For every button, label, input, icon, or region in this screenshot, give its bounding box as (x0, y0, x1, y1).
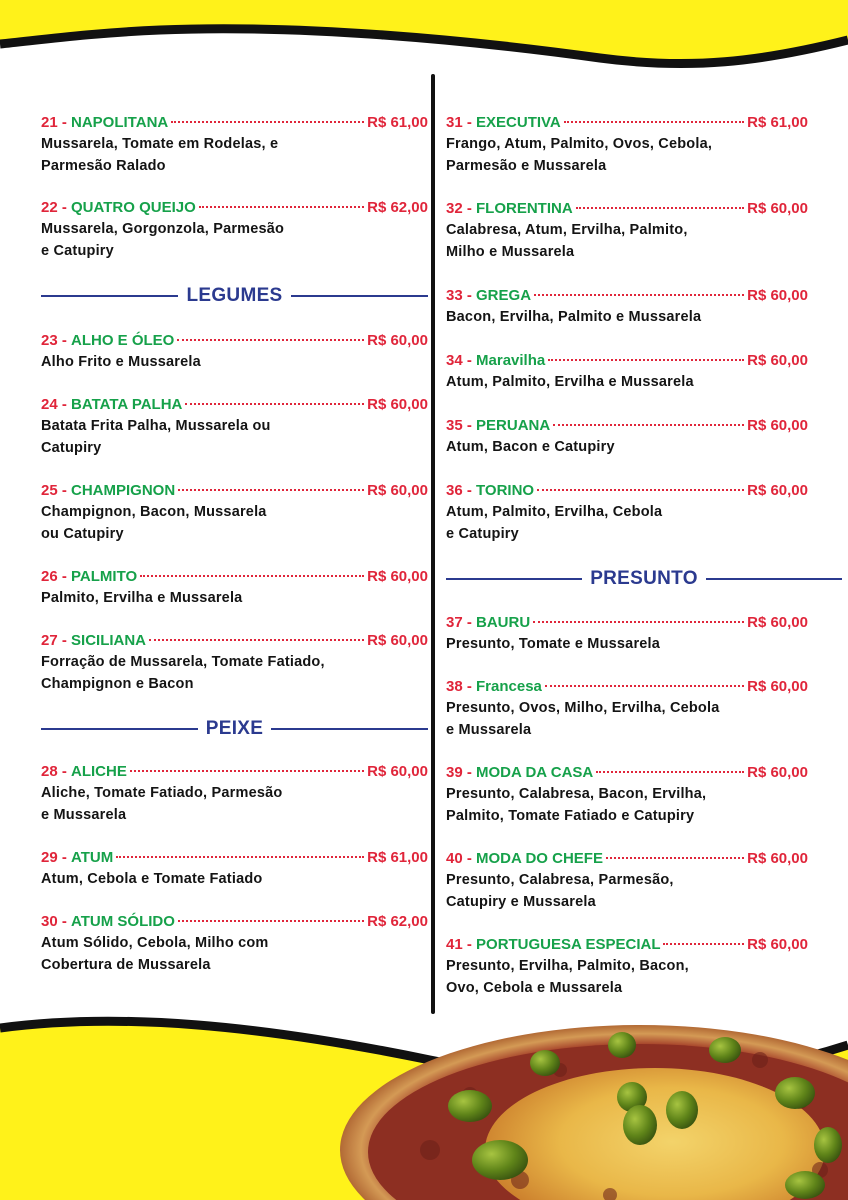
item-name: BATATA PALHA (71, 396, 183, 413)
menu-item (41, 567, 428, 609)
item-number: 30 - (41, 913, 72, 930)
section-header-presunto (446, 568, 842, 590)
menu-item (446, 849, 808, 913)
item-description: Presunto, Ovos, Milho, Ervilha, Cebola (446, 700, 720, 716)
item-price: R$ 61,00 (747, 114, 808, 131)
menu-item (41, 848, 428, 890)
item-number: 26 - (41, 568, 72, 585)
column-divider (431, 74, 435, 1014)
item-number: 35 - (446, 417, 477, 434)
leader-dots (596, 771, 744, 773)
leader-dots (149, 639, 364, 641)
item-price: R$ 60,00 (747, 287, 808, 304)
item-description: Presunto, Calabresa, Parmesão, (446, 872, 674, 888)
menu-item (41, 762, 428, 826)
item-number: 27 - (41, 632, 72, 649)
item-number: 32 - (446, 200, 477, 217)
item-number: 34 - (446, 352, 477, 369)
leader-dots (545, 685, 744, 687)
item-number: 22 - (41, 199, 72, 216)
item-number: 25 - (41, 482, 72, 499)
item-name: PERUANA (476, 417, 551, 434)
leader-dots (606, 857, 744, 859)
item-number: 41 - (446, 936, 477, 953)
item-price: R$ 60,00 (747, 200, 808, 217)
leader-dots (534, 294, 744, 296)
menu-item (446, 351, 808, 393)
leader-dots (576, 207, 744, 209)
item-price: R$ 60,00 (747, 764, 808, 781)
menu-item (446, 113, 808, 177)
menu-item (41, 631, 428, 695)
leader-dots (140, 575, 364, 577)
item-description: Forração de Mussarela, Tomate Fatiado, (41, 654, 325, 670)
item-description: Milho e Mussarela (446, 244, 575, 260)
item-name: GREGA (476, 287, 532, 304)
item-number: 28 - (41, 763, 72, 780)
leader-dots (178, 920, 364, 922)
leader-dots (533, 621, 744, 623)
item-name: MODA DA CASA (476, 764, 594, 781)
item-price: R$ 60,00 (367, 568, 428, 585)
item-price: R$ 60,00 (367, 396, 428, 413)
item-number: 29 - (41, 849, 72, 866)
item-price: R$ 60,00 (747, 678, 808, 695)
leader-dots (130, 770, 364, 772)
item-description: Catupiry e Mussarela (446, 894, 596, 910)
item-price: R$ 60,00 (367, 332, 428, 349)
item-name: PALMITO (71, 568, 138, 585)
item-name: FLORENTINA (476, 200, 573, 217)
leader-dots (564, 121, 744, 123)
item-number: 24 - (41, 396, 72, 413)
leader-dots (553, 424, 744, 426)
menu-item (446, 613, 808, 655)
section-line (271, 728, 428, 730)
menu-left-column (41, 113, 428, 976)
item-number: 38 - (446, 678, 477, 695)
menu-item (446, 677, 808, 741)
menu-item (41, 481, 428, 545)
item-description: ou Catupiry (41, 526, 124, 542)
menu-item (41, 113, 428, 177)
item-description: Batata Frita Palha, Mussarela ou (41, 418, 271, 434)
item-description: Champignon e Bacon (41, 676, 194, 692)
menu-right-column (446, 113, 808, 999)
item-price: R$ 60,00 (747, 936, 808, 953)
item-description: Atum, Palmito, Ervilha, Cebola (446, 504, 663, 520)
item-number: 31 - (446, 114, 477, 131)
item-name: Francesa (476, 678, 542, 695)
item-description: Presunto, Calabresa, Bacon, Ervilha, (446, 786, 707, 802)
item-price: R$ 60,00 (367, 763, 428, 780)
item-description: Atum, Palmito, Ervilha e Mussarela (446, 374, 694, 390)
item-description: Palmito, Ervilha e Mussarela (41, 590, 243, 606)
menu-item (41, 198, 428, 262)
leader-dots (185, 403, 364, 405)
menu-item (41, 912, 428, 976)
item-price: R$ 60,00 (747, 850, 808, 867)
item-description: e Catupiry (41, 243, 114, 259)
item-description: e Mussarela (41, 807, 127, 823)
item-name: TORINO (476, 482, 535, 499)
menu-item (446, 935, 808, 999)
section-line (291, 295, 428, 297)
item-description: Calabresa, Atum, Ervilha, Palmito, (446, 222, 688, 238)
item-number: 23 - (41, 332, 72, 349)
item-description: Atum Sólido, Cebola, Milho com (41, 935, 269, 951)
item-description: Parmesão Ralado (41, 158, 166, 174)
section-title: PEIXE (205, 718, 264, 739)
item-name: ALHO E ÓLEO (71, 332, 175, 349)
item-name: ATUM (71, 849, 114, 866)
item-description: Alho Frito e Mussarela (41, 354, 201, 370)
item-number: 37 - (446, 614, 477, 631)
item-number: 40 - (446, 850, 477, 867)
item-price: R$ 60,00 (747, 417, 808, 434)
menu-item (446, 763, 808, 827)
item-name: CHAMPIGNON (71, 482, 176, 499)
leader-dots (199, 206, 364, 208)
menu-item (446, 199, 808, 263)
leader-dots (171, 121, 364, 123)
item-number: 36 - (446, 482, 477, 499)
section-header-legumes (41, 285, 428, 307)
pizza-image (340, 1025, 848, 1200)
leader-dots (537, 489, 744, 491)
menu-item (41, 331, 428, 373)
item-name: ALICHE (71, 763, 127, 780)
section-title: LEGUMES (186, 285, 283, 306)
menu-item (446, 286, 808, 328)
item-price: R$ 60,00 (367, 482, 428, 499)
leader-dots (178, 489, 364, 491)
section-line (41, 728, 198, 730)
item-description: Mussarela, Gorgonzola, Parmesão (41, 221, 285, 237)
item-description: Presunto, Tomate e Mussarela (446, 636, 661, 652)
section-title: PRESUNTO (590, 568, 698, 589)
item-description: Aliche, Tomate Fatiado, Parmesão (41, 785, 283, 801)
item-description: e Catupiry (446, 526, 519, 542)
item-description: Mussarela, Tomate em Rodelas, e (41, 136, 279, 152)
menu-item (446, 416, 808, 458)
section-line (41, 295, 178, 297)
item-price: R$ 60,00 (747, 614, 808, 631)
item-description: Atum, Cebola e Tomate Fatiado (41, 871, 263, 887)
item-description: Presunto, Ervilha, Palmito, Bacon, (446, 958, 689, 974)
item-name: NAPOLITANA (71, 114, 169, 131)
menu-item (41, 395, 428, 459)
item-price: R$ 60,00 (747, 352, 808, 369)
section-line (446, 578, 582, 580)
item-name: MODA DO CHEFE (476, 850, 603, 867)
item-number: 21 - (41, 114, 72, 131)
item-description: Ovo, Cebola e Mussarela (446, 980, 623, 996)
item-description: Atum, Bacon e Catupiry (446, 439, 615, 455)
item-name: Maravilha (476, 352, 546, 369)
item-name: ATUM SÓLIDO (71, 913, 175, 930)
item-price: R$ 61,00 (367, 849, 428, 866)
item-description: Cobertura de Mussarela (41, 957, 211, 973)
leader-dots (548, 359, 744, 361)
item-number: 33 - (446, 287, 477, 304)
item-name: SICILIANA (71, 632, 147, 649)
item-description: e Mussarela (446, 722, 532, 738)
item-description: Bacon, Ervilha, Palmito e Mussarela (446, 309, 702, 325)
item-price: R$ 60,00 (367, 632, 428, 649)
item-number: 39 - (446, 764, 477, 781)
item-name: PORTUGUESA ESPECIAL (476, 936, 661, 953)
leader-dots (663, 943, 744, 945)
section-header-peixe (41, 718, 428, 740)
item-name: QUATRO QUEIJO (71, 199, 196, 216)
item-description: Champignon, Bacon, Mussarela (41, 504, 267, 520)
item-description: Catupiry (41, 440, 102, 456)
section-line (706, 578, 842, 580)
leader-dots (116, 856, 364, 858)
menu-item (446, 481, 808, 545)
leader-dots (177, 339, 364, 341)
item-name: BAURU (476, 614, 531, 631)
item-price: R$ 61,00 (367, 114, 428, 131)
item-description: Parmesão e Mussarela (446, 158, 607, 174)
item-description: Frango, Atum, Palmito, Ovos, Cebola, (446, 136, 713, 152)
item-price: R$ 60,00 (747, 482, 808, 499)
item-price: R$ 62,00 (367, 913, 428, 930)
item-price: R$ 62,00 (367, 199, 428, 216)
item-name: EXECUTIVA (476, 114, 561, 131)
item-description: Palmito, Tomate Fatiado e Catupiry (446, 808, 695, 824)
